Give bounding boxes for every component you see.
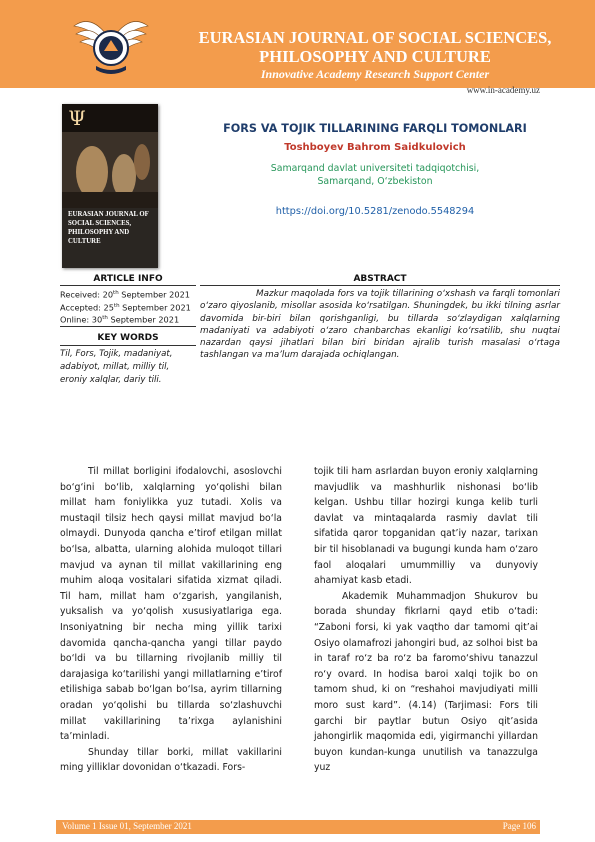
affiliation-line: Samarqand, O‘zbekiston bbox=[317, 176, 433, 187]
article-dates bbox=[60, 288, 196, 326]
eagle-crest-icon bbox=[70, 4, 152, 84]
footer-page-number: Page 106 bbox=[502, 821, 536, 831]
body-column-left bbox=[60, 464, 282, 776]
journal-subtitle: Innovative Academy Research Support Center bbox=[260, 67, 490, 81]
journal-title: EURASIAN JOURNAL OF SOCIAL SCIENCES, PHILOSOPHY AND CULTURE bbox=[198, 28, 552, 66]
divider bbox=[60, 285, 196, 286]
author-affiliation bbox=[175, 162, 575, 188]
accepted-date: Accepted: 25th September 2021 bbox=[60, 302, 191, 313]
body-paragraph: tojik tili ham asrlardan buyon eroniy xalqlarning mavjudlik va mashhurlik nishonasi bo‘lib kelgan. Ushbu tillar hozirgi kunga kelib turli davlat va mintaqalarda rasmiy davlat tili sifatida qaror topganidan qat’iy nazar, tarixan bir til hisoblanadi va bugungi kunda ham o‘zaro faol aloqalari umummilliy va dunyoviy ahamiyat kasb etadi. bbox=[314, 466, 538, 587]
journal-cover-image bbox=[62, 104, 158, 268]
body-paragraph: Akademik Muhammadjon Shukurov bu borada shunday fikrlarni qayd etib o‘tadi: “Zaboni forsi, ki yak vaqtho dar tamomi qit’ai Osiyo olamafrozi jahongiri bud, az solhoi bist ba in taraf ro‘z ba ro‘z ba faromo‘shivu tanazzul ro‘y ovard. In hodisa baroi xalqi tojik bo on tamom shud, ki on “reshahoi mavjudiyati milli moro sust kard”. (4.14) (Tarjimasi: Fors tili garchi bir paytlar butun Osiyo qit’asida jahongirlik maqomida edi, yigirmanchi yillardan buyon kundan-kunga unutilish va tanazzulga yuz bbox=[314, 590, 538, 774]
online-date: Online: 30th September 2021 bbox=[60, 315, 180, 326]
divider bbox=[60, 326, 196, 327]
divider bbox=[200, 285, 560, 286]
cover-painting-icon bbox=[62, 132, 158, 208]
received-date: Received: 20th September 2021 bbox=[60, 289, 190, 300]
article-info-heading: ARTICLE INFO bbox=[93, 274, 163, 284]
cover-title-text: EURASIAN JOURNAL OF SOCIAL SCIENCES, PHILOSOPHY AND CULTURE bbox=[68, 211, 149, 245]
footer-issue: Volume 1 Issue 01, September 2021 bbox=[62, 821, 192, 831]
keywords-heading: KEY WORDS bbox=[97, 333, 159, 343]
keywords-list: Til, Fors, Tojik, madaniyat, adabiyot, millat, milliy til, eroniy xalqlar, dariy tili. bbox=[60, 349, 173, 385]
body-paragraph: Shunday tillar borki, millat vakillarini ming yilliklar dovonidan o‘tkazadi. Fors- bbox=[60, 746, 282, 774]
body-column-right bbox=[314, 464, 538, 776]
affiliation-line: Samarqand davlat universiteti tadqiqotchisi, bbox=[270, 163, 480, 174]
author-name: Toshboyev Bahrom Saidkulovich bbox=[284, 142, 466, 153]
divider bbox=[60, 345, 196, 346]
cover-psi-symbol: Ψ bbox=[68, 106, 86, 130]
abstract-text: Mazkur maqolada fors va tojik tillarining o‘xshash va farqli tomonlari o‘zaro qiyoslanib, misollar asosida ko‘rsatilgan. Shuningdek, bu ikki tilning asrlar davomida bir-biri bilan qorishganligi, bu tillarda so‘zlaydigan xalqlarning madaniyati va adabiyoti o‘zaro chanbarchas ekanligi ko‘rsatilib, shu nuqtai nazardan qaysi jihatlari bilan biri biridan ajralib turish masalasi o‘rtaga tashlangan va ma’lum darajada ochiqlangan. bbox=[200, 289, 560, 361]
paper-title: FORS VA TOJIK TILLARINING FARQLI TOMONLARI bbox=[223, 122, 527, 135]
journal-website-link[interactable]: www.in-academy.uz bbox=[466, 85, 540, 95]
doi-link[interactable]: https://doi.org/10.5281/zenodo.5548294 bbox=[275, 206, 475, 217]
body-paragraph: Til millat borligini ifodalovchi, asoslovchi bo‘g‘ini bo‘lib, xalqlarning yo‘qolishi bilan millat ham foniylikka yuz tutadi. Xolis va mustaqil tilsiz hech qaysi millat mavjud bo‘la olmaydi. Dunyoda qancha e’tirof etilgan millat bo‘lsa, albatta, ularning alohida muloqot tillari mavjud va aynan til millat vakillarining eng muhim aloqa vositalari sifatida xizmat qiladi. Til ham, millat ham o‘zgarish, yangilanish, yuksalish va yo‘qolish xususiyatlariga ega. Insoniyatning bir necha ming yillik tarixi davomida qancha-qancha yangi tillar paydo bo‘ldi va bu tillarning rivojlanib milliy til darajasiga ko‘tarilishi yangi millatlarning e’tirof etilishiga sabab bo‘lgan bo‘lsa, ayrim tillarning oradan yo‘qolishi bu tillarda so‘zlashuvchi millat vakillarining ta’rixga aylanishini ta’minladi. bbox=[60, 466, 282, 743]
abstract-heading: ABSTRACT bbox=[353, 274, 407, 284]
